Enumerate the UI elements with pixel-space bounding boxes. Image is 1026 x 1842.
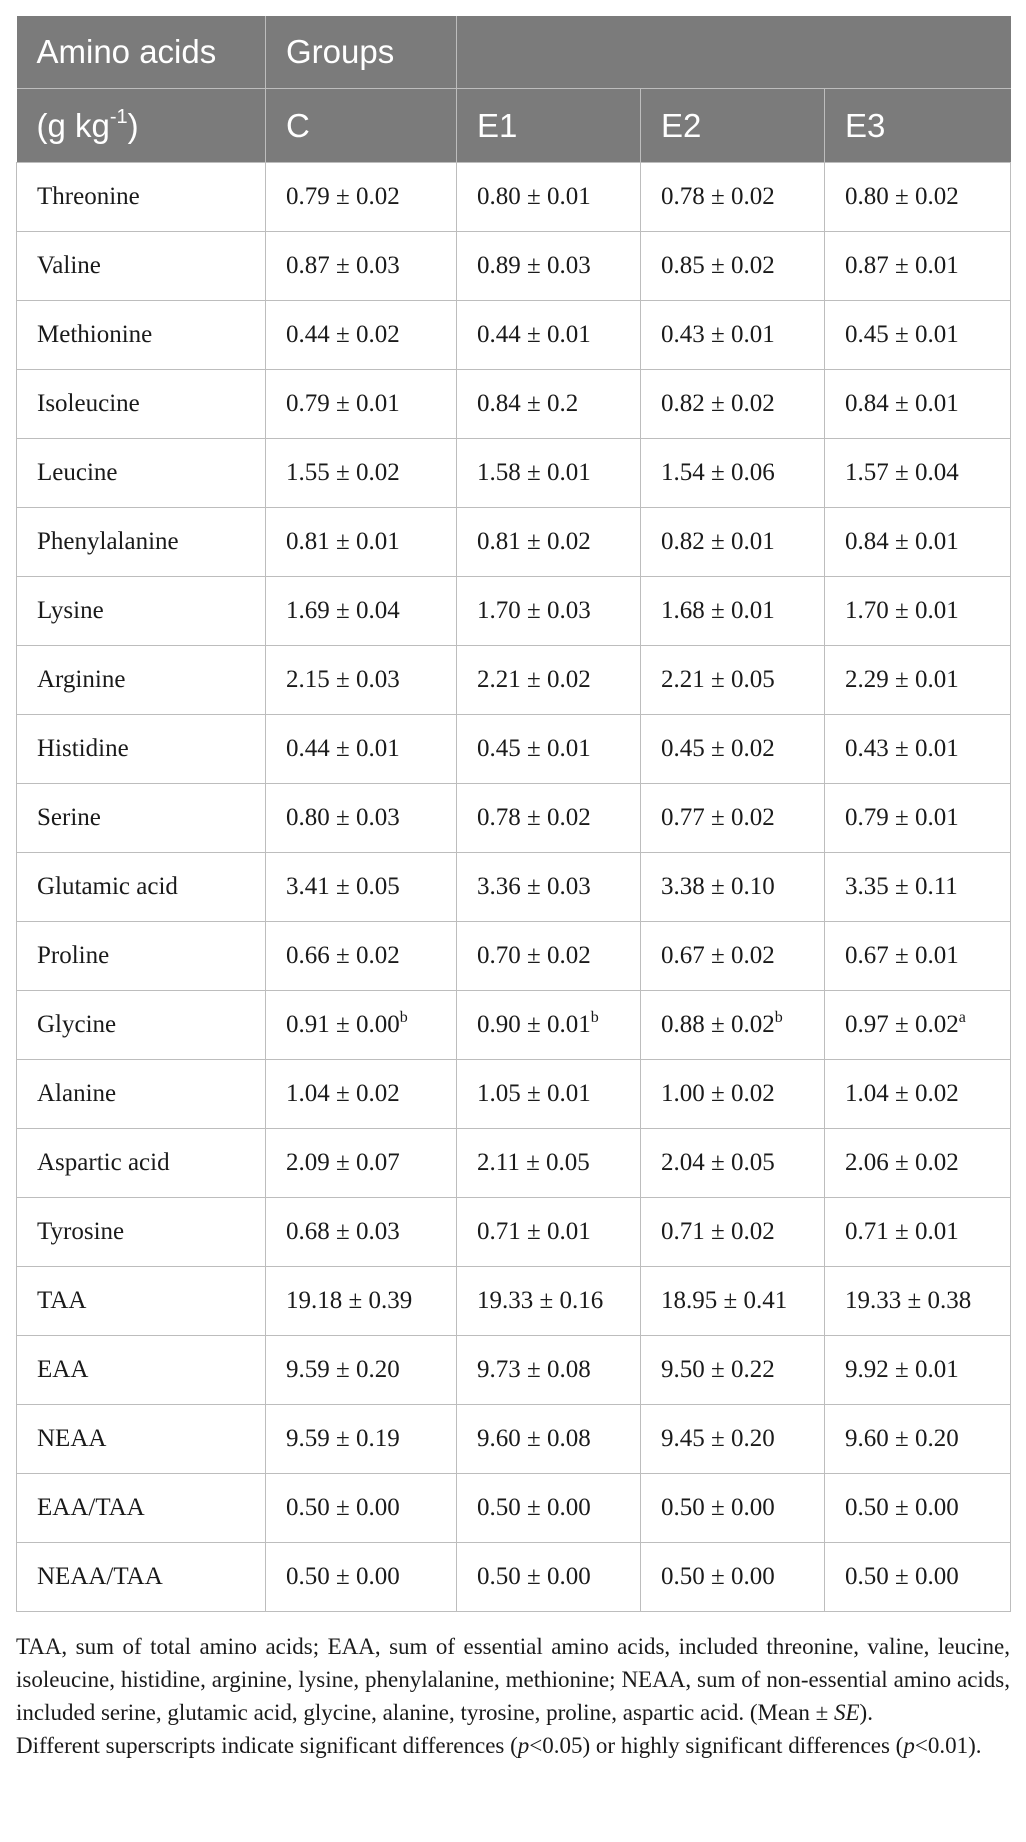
table-row <box>17 370 1011 439</box>
value-cell <box>825 715 1011 784</box>
table-row <box>17 301 1011 370</box>
table-row <box>17 577 1011 646</box>
table-row <box>17 1198 1011 1267</box>
table-row <box>17 1474 1011 1543</box>
value-text: 0.43 ± 0.01 <box>845 735 959 762</box>
value-cell <box>825 163 1011 232</box>
value-cell <box>266 232 457 301</box>
amino-acid-name: Glutamic acid <box>17 853 266 922</box>
footnote-p-symbol: p <box>517 1733 530 1758</box>
value-text: 1.05 ± 0.01 <box>477 1080 591 1107</box>
value-text: 0.79 ± 0.01 <box>845 804 959 831</box>
value-text: 1.70 ± 0.03 <box>477 597 591 624</box>
value-cell <box>457 577 641 646</box>
value-text: 9.60 ± 0.20 <box>845 1425 959 1452</box>
header-group-e1: E1 <box>457 89 641 163</box>
table-row <box>17 784 1011 853</box>
value-cell <box>825 784 1011 853</box>
value-text: 0.81 ± 0.02 <box>477 528 591 555</box>
value-cell <box>825 1267 1011 1336</box>
amino-acid-table <box>16 16 1011 1612</box>
value-text: 0.45 ± 0.01 <box>477 735 591 762</box>
value-cell <box>825 439 1011 508</box>
value-text: 2.11 ± 0.05 <box>477 1149 590 1176</box>
amino-acid-name: TAA <box>17 1267 266 1336</box>
table-row <box>17 232 1011 301</box>
value-text: 0.85 ± 0.02 <box>661 252 775 279</box>
header-unit-close: ) <box>127 106 139 144</box>
value-cell <box>266 508 457 577</box>
table-row <box>17 853 1011 922</box>
header-row-2 <box>17 89 1011 163</box>
value-cell <box>825 232 1011 301</box>
value-text: 0.80 ± 0.01 <box>477 183 591 210</box>
value-text: 3.36 ± 0.03 <box>477 873 591 900</box>
significance-superscript: b <box>774 1009 783 1026</box>
value-cell <box>825 577 1011 646</box>
value-text: 0.44 ± 0.01 <box>477 321 591 348</box>
header-unit <box>17 89 266 163</box>
table-row <box>17 163 1011 232</box>
value-text: 0.97 ± 0.02 <box>845 1011 959 1038</box>
value-cell <box>266 370 457 439</box>
value-cell <box>825 301 1011 370</box>
value-text: 19.33 ± 0.16 <box>477 1287 604 1314</box>
value-text: 0.44 ± 0.01 <box>286 735 400 762</box>
value-text: 9.59 ± 0.20 <box>286 1356 400 1383</box>
amino-acid-name: Alanine <box>17 1060 266 1129</box>
value-cell <box>457 1405 641 1474</box>
value-cell <box>641 508 825 577</box>
value-cell <box>641 1060 825 1129</box>
value-cell <box>457 1267 641 1336</box>
value-cell <box>641 301 825 370</box>
value-text: 9.73 ± 0.08 <box>477 1356 591 1383</box>
value-cell <box>825 1129 1011 1198</box>
amino-acid-name: Isoleucine <box>17 370 266 439</box>
value-cell <box>641 370 825 439</box>
value-cell <box>266 922 457 991</box>
value-cell <box>825 1060 1011 1129</box>
value-cell <box>457 1198 641 1267</box>
value-text: 0.80 ± 0.02 <box>845 183 959 210</box>
value-cell <box>825 1336 1011 1405</box>
value-text: 0.79 ± 0.01 <box>286 390 400 417</box>
footnote-significance-b: <0.05) or highly significant differences ( <box>529 1733 904 1758</box>
value-cell <box>825 370 1011 439</box>
value-text: 0.81 ± 0.01 <box>286 528 400 555</box>
value-cell <box>825 646 1011 715</box>
value-cell <box>641 1129 825 1198</box>
value-cell <box>825 991 1011 1060</box>
amino-acid-name: Histidine <box>17 715 266 784</box>
amino-acid-name: Phenylalanine <box>17 508 266 577</box>
value-text: 19.33 ± 0.38 <box>845 1287 972 1314</box>
header-groups: Groups <box>266 16 457 89</box>
value-text: 0.50 ± 0.00 <box>477 1494 591 1521</box>
value-cell <box>641 1405 825 1474</box>
value-text: 0.78 ± 0.02 <box>477 804 591 831</box>
value-text: 0.82 ± 0.01 <box>661 528 775 555</box>
value-cell <box>457 853 641 922</box>
value-cell <box>457 163 641 232</box>
table-row <box>17 1129 1011 1198</box>
value-cell <box>641 853 825 922</box>
table-row <box>17 439 1011 508</box>
value-text: 1.58 ± 0.01 <box>477 459 591 486</box>
footnote-abbreviations <box>16 1630 1010 1729</box>
value-cell <box>457 439 641 508</box>
value-text: 1.68 ± 0.01 <box>661 597 775 624</box>
value-text: 0.87 ± 0.01 <box>845 252 959 279</box>
value-cell <box>266 1474 457 1543</box>
amino-acid-name: Arginine <box>17 646 266 715</box>
value-cell <box>641 163 825 232</box>
amino-acid-name: Glycine <box>17 991 266 1060</box>
value-text: 19.18 ± 0.39 <box>286 1287 413 1314</box>
table-row <box>17 1336 1011 1405</box>
value-cell <box>457 232 641 301</box>
value-cell <box>457 1060 641 1129</box>
value-cell <box>457 1129 641 1198</box>
value-cell <box>266 577 457 646</box>
value-cell <box>457 784 641 853</box>
table-row <box>17 991 1011 1060</box>
value-text: 0.70 ± 0.02 <box>477 942 591 969</box>
amino-acid-name: NEAA/TAA <box>17 1543 266 1612</box>
amino-acid-name: Methionine <box>17 301 266 370</box>
value-text: 0.91 ± 0.00 <box>286 1011 400 1038</box>
table-row <box>17 1060 1011 1129</box>
value-cell <box>266 784 457 853</box>
header-amino-acids: Amino acids <box>17 16 266 89</box>
value-cell <box>266 646 457 715</box>
table-footnotes <box>16 1630 1010 1762</box>
value-text: 0.50 ± 0.00 <box>845 1494 959 1521</box>
value-cell <box>825 922 1011 991</box>
value-text: 0.90 ± 0.01 <box>477 1011 591 1038</box>
table-row <box>17 1267 1011 1336</box>
value-cell <box>266 1405 457 1474</box>
value-text: 1.04 ± 0.02 <box>286 1080 400 1107</box>
value-text: 0.79 ± 0.02 <box>286 183 400 210</box>
value-text: 0.67 ± 0.02 <box>661 942 775 969</box>
header-group-c: C <box>266 89 457 163</box>
value-cell <box>266 853 457 922</box>
footnote-se: SE <box>833 1700 860 1725</box>
value-cell <box>457 370 641 439</box>
value-text: 0.45 ± 0.01 <box>845 321 959 348</box>
value-text: 2.06 ± 0.02 <box>845 1149 959 1176</box>
value-text: 2.29 ± 0.01 <box>845 666 959 693</box>
value-cell <box>457 646 641 715</box>
table-row <box>17 508 1011 577</box>
amino-acid-name: EAA <box>17 1336 266 1405</box>
significance-superscript: b <box>399 1009 408 1026</box>
value-text: 0.66 ± 0.02 <box>286 942 400 969</box>
value-text: 2.21 ± 0.02 <box>477 666 591 693</box>
value-cell <box>641 1474 825 1543</box>
value-cell <box>266 1129 457 1198</box>
value-text: 0.50 ± 0.00 <box>286 1563 400 1590</box>
value-text: 0.71 ± 0.01 <box>477 1218 591 1245</box>
footnote-abbreviations-text: TAA, sum of total amino acids; EAA, sum of essential amino acids, included threonine, valine, leucine, isoleucine, histidine, arginine, lysine, phenylalanine, methionine; NEAA, sum of non-essential amino acids, included serine, glutamic acid, glycine, alanine, tyrosine, proline, aspartic acid. (Mean ± <box>16 1634 1010 1725</box>
value-cell <box>825 853 1011 922</box>
value-text: 2.21 ± 0.05 <box>661 666 775 693</box>
value-cell <box>266 1336 457 1405</box>
footnote-p-symbol: p <box>903 1733 915 1758</box>
table-row <box>17 646 1011 715</box>
value-text: 0.80 ± 0.03 <box>286 804 400 831</box>
value-text: 0.89 ± 0.03 <box>477 252 591 279</box>
value-text: 0.84 ± 0.01 <box>845 528 959 555</box>
value-cell <box>266 715 457 784</box>
value-cell <box>266 163 457 232</box>
value-cell <box>457 1474 641 1543</box>
value-text: 1.70 ± 0.01 <box>845 597 959 624</box>
value-cell <box>266 1060 457 1129</box>
value-text: 2.15 ± 0.03 <box>286 666 400 693</box>
value-cell <box>266 1543 457 1612</box>
value-cell <box>641 1198 825 1267</box>
value-text: 9.45 ± 0.20 <box>661 1425 775 1452</box>
amino-acid-name: Leucine <box>17 439 266 508</box>
value-cell <box>266 1198 457 1267</box>
value-cell <box>641 646 825 715</box>
value-text: 0.71 ± 0.02 <box>661 1218 775 1245</box>
value-cell <box>825 1405 1011 1474</box>
value-cell <box>825 1474 1011 1543</box>
value-cell <box>641 1336 825 1405</box>
value-text: 0.88 ± 0.02 <box>661 1011 775 1038</box>
value-cell <box>825 508 1011 577</box>
value-text: 0.82 ± 0.02 <box>661 390 775 417</box>
value-cell <box>641 232 825 301</box>
value-cell <box>457 1543 641 1612</box>
significance-superscript: a <box>958 1009 966 1026</box>
value-text: 0.43 ± 0.01 <box>661 321 775 348</box>
value-text: 3.35 ± 0.11 <box>845 873 958 900</box>
value-text: 1.04 ± 0.02 <box>845 1080 959 1107</box>
value-cell <box>266 301 457 370</box>
value-text: 9.60 ± 0.08 <box>477 1425 591 1452</box>
footnote-significance <box>16 1729 1010 1762</box>
value-cell <box>641 1267 825 1336</box>
value-cell <box>266 991 457 1060</box>
value-text: 0.67 ± 0.01 <box>845 942 959 969</box>
value-text: 3.41 ± 0.05 <box>286 873 400 900</box>
value-text: 9.92 ± 0.01 <box>845 1356 959 1383</box>
header-row-1 <box>17 16 1011 89</box>
header-empty <box>457 16 1011 89</box>
amino-acid-name: Serine <box>17 784 266 853</box>
value-cell <box>457 1336 641 1405</box>
value-text: 0.84 ± 0.2 <box>477 390 579 417</box>
value-cell <box>641 715 825 784</box>
value-text: 0.84 ± 0.01 <box>845 390 959 417</box>
value-text: 0.77 ± 0.02 <box>661 804 775 831</box>
amino-acid-name: Valine <box>17 232 266 301</box>
significance-superscript: b <box>590 1009 599 1026</box>
value-text: 0.50 ± 0.00 <box>286 1494 400 1521</box>
footnote-significance-a: Different superscripts indicate significant differences ( <box>16 1733 518 1758</box>
value-cell <box>641 991 825 1060</box>
table-row <box>17 715 1011 784</box>
value-text: 0.50 ± 0.00 <box>661 1563 775 1590</box>
table-container <box>16 16 1010 1762</box>
value-text: 1.54 ± 0.06 <box>661 459 775 486</box>
amino-acid-name: Proline <box>17 922 266 991</box>
value-cell <box>457 715 641 784</box>
amino-acid-name: Lysine <box>17 577 266 646</box>
value-text: 1.00 ± 0.02 <box>661 1080 775 1107</box>
value-cell <box>641 577 825 646</box>
header-unit-sup: -1 <box>109 105 128 128</box>
value-cell <box>457 991 641 1060</box>
value-text: 2.09 ± 0.07 <box>286 1149 400 1176</box>
value-text: 1.57 ± 0.04 <box>845 459 959 486</box>
footnote-significance-c: <0.01). <box>914 1733 982 1758</box>
value-text: 0.44 ± 0.02 <box>286 321 400 348</box>
value-cell <box>641 439 825 508</box>
value-text: 9.50 ± 0.22 <box>661 1356 775 1383</box>
value-text: 0.50 ± 0.00 <box>845 1563 959 1590</box>
value-text: 1.55 ± 0.02 <box>286 459 400 486</box>
amino-acid-name: Tyrosine <box>17 1198 266 1267</box>
header-group-e2: E2 <box>641 89 825 163</box>
value-cell <box>825 1543 1011 1612</box>
value-cell <box>641 1543 825 1612</box>
value-text: 9.59 ± 0.19 <box>286 1425 400 1452</box>
table-header <box>17 16 1011 163</box>
value-cell <box>641 784 825 853</box>
table-row <box>17 922 1011 991</box>
value-text: 2.04 ± 0.05 <box>661 1149 775 1176</box>
value-cell <box>457 922 641 991</box>
amino-acid-name: Threonine <box>17 163 266 232</box>
value-cell <box>825 1198 1011 1267</box>
value-text: 0.50 ± 0.00 <box>477 1563 591 1590</box>
value-text: 0.71 ± 0.01 <box>845 1218 959 1245</box>
value-cell <box>457 301 641 370</box>
value-cell <box>641 922 825 991</box>
value-text: 0.45 ± 0.02 <box>661 735 775 762</box>
value-cell <box>266 439 457 508</box>
table-row <box>17 1405 1011 1474</box>
table-row <box>17 1543 1011 1612</box>
table-body <box>17 163 1011 1612</box>
value-text: 0.68 ± 0.03 <box>286 1218 400 1245</box>
amino-acid-name: EAA/TAA <box>17 1474 266 1543</box>
value-text: 0.78 ± 0.02 <box>661 183 775 210</box>
amino-acid-name: Aspartic acid <box>17 1129 266 1198</box>
value-text: 1.69 ± 0.04 <box>286 597 400 624</box>
value-text: 0.87 ± 0.03 <box>286 252 400 279</box>
value-cell <box>457 508 641 577</box>
amino-acid-name: NEAA <box>17 1405 266 1474</box>
footnote-abbreviations-end: ). <box>859 1700 873 1725</box>
value-cell <box>266 1267 457 1336</box>
header-group-e3: E3 <box>825 89 1011 163</box>
value-text: 3.38 ± 0.10 <box>661 873 775 900</box>
value-text: 18.95 ± 0.41 <box>661 1287 788 1314</box>
value-text: 0.50 ± 0.00 <box>661 1494 775 1521</box>
header-unit-text: (g kg <box>36 106 110 144</box>
